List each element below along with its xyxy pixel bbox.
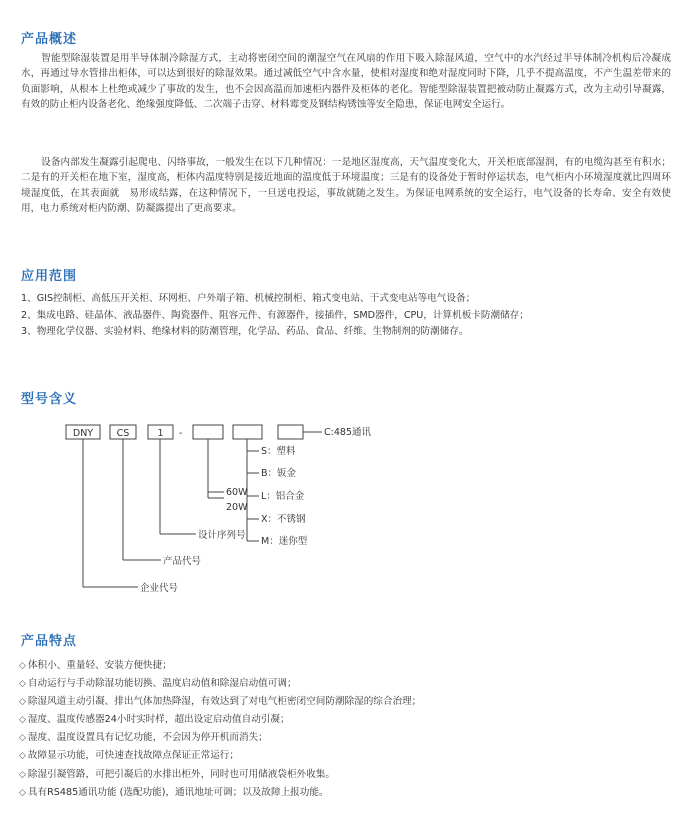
diamond-bullet-icon: ◇ <box>19 787 26 798</box>
diamond-bullet-icon: ◇ <box>19 697 26 708</box>
comm-code-box <box>278 425 303 439</box>
feature-text: 体积小、重量轻、安装方便快捷； <box>27 660 172 671</box>
company-code-text: DNY <box>72 428 94 439</box>
application-list <box>21 291 671 341</box>
feature-item <box>19 675 679 693</box>
power-option: 20W <box>226 502 248 513</box>
feature-item <box>19 766 679 784</box>
feature-item <box>19 729 679 747</box>
feature-item <box>19 657 679 675</box>
application-item: 2、集成电路、硅晶体、液晶器件、陶瓷器件、阻容元件、有源器件，接插件，SMD器件，CPU，计算机板卡防潮储存； <box>21 309 529 321</box>
product-code-text: CS <box>116 428 130 439</box>
diamond-bullet-icon: ◇ <box>19 733 26 744</box>
features-title: 产品特点 <box>21 634 78 649</box>
feature-item <box>19 747 679 765</box>
feature-text: 除湿引凝管路，可把引凝后的水排出柜外，同时也可用储液袋柜外收集。 <box>27 768 335 780</box>
material-option: M：迷你型 <box>261 536 308 547</box>
material-option: S：塑料 <box>261 446 296 457</box>
model-code-diagram <box>0 415 690 605</box>
material-option: L：铝合金 <box>261 491 305 502</box>
material-code-box <box>233 425 262 439</box>
diamond-bullet-icon: ◇ <box>19 679 26 690</box>
diamond-bullet-icon: ◇ <box>19 661 26 671</box>
material-option: B：钣金 <box>261 468 297 479</box>
company-label: 企业代号 <box>140 583 179 594</box>
power-option: 60W <box>226 487 248 498</box>
application-title: 应用范围 <box>21 269 78 284</box>
product-label: 产品代号 <box>163 556 202 567</box>
series-code-text: 1 <box>157 428 164 439</box>
overview-title: 产品概述 <box>21 32 78 47</box>
material-option: X：不锈钢 <box>261 514 306 525</box>
feature-text: 湿度、温度设置具有记忆功能，不会因为停开机而消失； <box>27 732 268 744</box>
feature-text: 除湿风道主动引凝、排出气体加热降湿，有效达到了对电气柜密闭空间防潮除湿的综合治理； <box>27 696 422 708</box>
diamond-bullet-icon: ◇ <box>19 769 26 780</box>
feature-text: 故障显示功能，可快速查找故障点保证正常运行； <box>27 750 239 762</box>
feature-text: 具有RS485通讯功能 (选配功能)，通讯地址可调；以及故障上报功能。 <box>27 786 329 798</box>
application-item: 3、物理化学仪器、实验材料、绝缘材料的防潮管理，化学品、药品、食品、纤维、生物制剂的防潮储存。 <box>21 326 469 337</box>
features-list <box>19 657 679 802</box>
feature-item <box>19 693 679 711</box>
code-dash: - <box>179 428 183 439</box>
application-item: 1、GIS控制柜、高低压开关柜、环网柜、户外端子箱、机械控制柜、箱式变电站、干式变电站等电气设备； <box>21 293 476 304</box>
power-code-box <box>193 425 223 439</box>
overview-paragraph-1: 智能型除湿装置是用半导体制冷除湿方式，主动将密闭空间的潮湿空气在风扇的作用下吸入除湿风道，空气中的水汽经过半导体制冷机构后冷凝成水，再通过导水管排出柜体，可以达到很好的除湿效果。通过减低空气中含水量，使相对湿度和绝对湿度同时下降，几乎不提高温度，不产生温差带来的负面影响，从根本上杜绝或减少了事故的发生，也不会因高温而加速柜内器件及柜体的老化。智能型除湿装置把被动防止凝露方式，改为主动引导凝露，有效的防止柜内设备老化、绝缘强度降低、二次端子击穿、材料霉变及钢结构锈蚀等安全隐患，保证电网安全运行。 <box>21 53 671 110</box>
comm-option: C:485通讯 <box>324 427 371 438</box>
diamond-bullet-icon: ◇ <box>19 715 26 726</box>
diamond-bullet-icon: ◇ <box>19 751 26 762</box>
series-label: 设计序列号 <box>198 530 246 541</box>
feature-item <box>19 784 679 802</box>
overview-paragraph-2: 设备内部发生凝露引起爬电、闪络事故，一般发生在以下几种情况：一是地区湿度高，天气温度变化大，开关柜底部湿润，有的电缆沟甚至有积水；二是有的开关柜在地下室，湿度高，柜体内温度特别是接近地面的温度低于环境温度；三是有的设备处于暂时停运状态，电气柜内小环境湿度就比四周环境湿度低，在其表面就 易形成结露，在这种情况下，一旦送电投运，事故就随之发生。为保证电网系统的安全运行，电气设备的长寿命、安全有效使用，电力系统对柜内防潮、防凝露提出了更高要求。 <box>21 157 671 214</box>
feature-item <box>19 711 679 729</box>
model-title: 型号含义 <box>21 392 78 407</box>
feature-text: 湿度、温度传感器24小时实时样，超出设定启动值自动引凝； <box>27 714 290 726</box>
feature-text: 自动运行与手动除湿功能切换、温度启动值和除湿启动值可调； <box>27 678 297 690</box>
